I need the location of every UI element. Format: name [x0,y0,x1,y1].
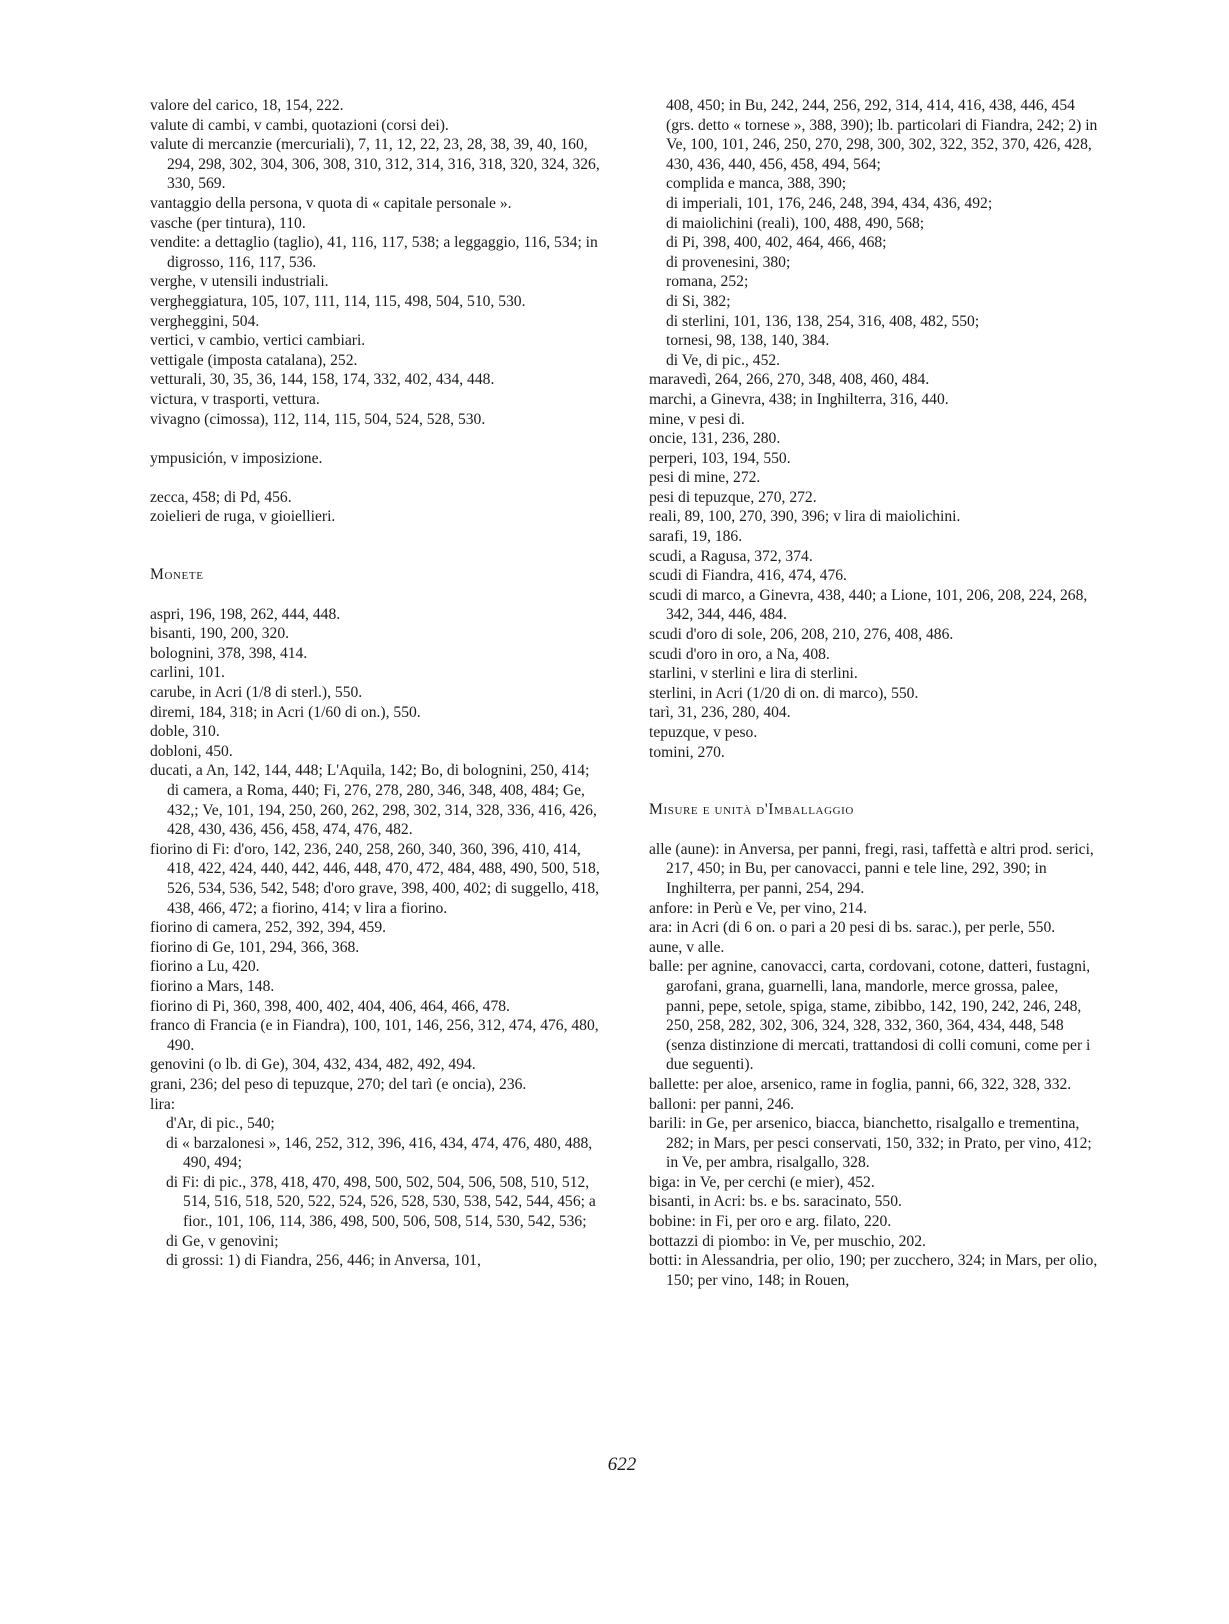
index-subentry: di maiolichini (reali), 100, 488, 490, 568; [666,214,925,232]
index-subentry: romana, 252; [666,273,749,291]
section-title-misure: Misure e unità d'Imballaggio [649,801,854,819]
index-entry: ympusición, v imposizione. [150,449,323,467]
index-entry: anfore: in Perù e Ve, per vino, 214. [649,899,867,917]
section-title-monete: Monete [150,566,204,584]
index-entry: grani, 236; del peso di tepuzque, 270; del tarì (e oncia), 236. [150,1075,527,1093]
page-number-text: 622 [607,1454,637,1475]
index-subentry: di provenesini, 380; [666,253,791,271]
index-entry: diremi, 184, 318; in Acri (1/60 di on.), 550. [150,703,421,721]
index-block-v [150,96,600,429]
index-entry: alle (aune): in Anversa, per panni, fregi, rasi, taffettà e altri prod. serici, 217, 450; in Bu, per canovacci, panni e tele line, 292, 390; in Inghilterra, per panni, 254, 294. [649,840,1094,897]
index-entry: maravedì, 264, 266, 270, 348, 408, 460, 484. [649,371,930,389]
index-entry: victura, v trasporti, vettura. [150,390,320,408]
index-entry: franco di Francia (e in Fiandra), 100, 101, 146, 256, 312, 474, 476, 480, 490. [150,1017,599,1054]
index-entry: doble, 310. [150,723,220,741]
index-subentry: tornesi, 98, 138, 140, 384. [666,332,830,350]
index-entry: vergheggini, 504. [150,312,260,330]
misure-list [649,840,1099,1291]
index-entry: fiorino a Lu, 420. [150,958,260,976]
index-entry: sarafi, 19, 186. [649,528,743,546]
index-entry: bolognini, 378, 398, 414. [150,644,308,662]
index-entry: balle: per agnine, canovacci, carta, cordovani, cotone, datteri, fustagni, garofani, grana, guarnelli, lana, mandorle, merce grossa, palee, panni, pepe, setole, spiga, stame, zibibbo, 142, 190, 242, 246, 248, 250, 258, 282, 302, 306, 324, 328, 332, 360, 364, 434, 448, 548 (senza distinzione di mercati, trattandosi di colli comuni, come per i due seguenti). [649,958,1091,1074]
index-entry: valute di cambi, v cambi, quotazioni (corsi dei). [150,116,449,134]
index-entry: scudi di marco, a Ginevra, 438, 440; a Lione, 101, 206, 208, 224, 268, 342, 344, 446, 484. [649,586,1088,624]
index-entry: fiorino a Mars, 148. [150,977,275,995]
index-entry: valute di mercanzie (mercuriali), 7, 11, 12, 22, 23, 28, 38, 39, 40, 160, 294, 298, 302, 304, 306, 308, 310, 312, 314, 316, 318, 320, 324, 326, 330, 569. [150,136,600,193]
index-entry: pesi di mine, 272. [649,469,761,487]
index-subentry: di Pi, 398, 400, 402, 464, 466, 468; [666,234,887,252]
index-entry: verghe, v utensili industriali. [150,273,329,291]
monete-list [150,605,600,1271]
index-entry: vantaggio della persona, v quota di « capitale personale ». [150,194,512,212]
index-entry: valore del carico, 18, 154, 222. [150,97,344,114]
index-entry: dobloni, 450. [150,742,233,760]
index-entry: bisanti, 190, 200, 320. [150,625,290,643]
index-entry: fiorino di Ge, 101, 294, 366, 368. [150,938,360,956]
index-entry: zoielieri de ruga, v gioiellieri. [150,508,336,526]
index-entry: carlini, 101. [150,664,225,682]
index-entry: reali, 89, 100, 270, 390, 396; v lira di maiolichini. [649,508,961,526]
index-subentry: di Si, 382; [666,292,731,310]
index-entry: vasche (per tintura), 110. [150,214,306,232]
index-subentry: d'Ar, di pic., 540; [166,1115,275,1133]
index-entry: botti: in Alessandria, per olio, 190; per zucchero, 324; in Mars, per olio, 150; per vino, 148; in Rouen, [649,1252,1098,1289]
index-subentry: di Fi: di pic., 378, 418, 470, 498, 500, 502, 504, 506, 508, 510, 512, 514, 516, 518, 520, 522, 524, 526, 528, 530, 538, 542, 544, 456; a fior., 101, 106, 114, 386, 498, 500, 506, 508, 514, 530, 542, 536; [166,1173,596,1231]
left-column [150,96,600,1271]
index-entry: vivagno (cimossa), 112, 114, 115, 504, 524, 528, 530. [150,410,486,428]
index-entry: sterlini, in Acri (1/20 di on. di marco), 550. [649,684,919,702]
index-subentry: di sterlini, 101, 136, 138, 254, 316, 408, 482, 550; [666,312,980,330]
index-entry: bottazzi di piombo: in Ve, per muschio, 202. [649,1232,926,1250]
index-entry: balloni: per panni, 246. [649,1095,795,1113]
index-entry: fiorino di Pi, 360, 398, 400, 402, 404, 406, 464, 466, 478. [150,997,510,1015]
index-entry: bobine: in Fi, per oro e arg. filato, 220. [649,1213,892,1231]
index-entry: tomini, 270. [649,743,725,761]
index-entry: ara: in Acri (di 6 on. o pari a 20 pesi di bs. sarac.), per perle, 550. [649,919,1056,937]
index-subentry: di grossi: 1) di Fiandra, 256, 446; in Anversa, 101, [166,1252,481,1270]
index-entry: carube, in Acri (1/8 di sterl.), 550. [150,684,363,702]
index-subentry: di Ve, di pic., 452. [666,351,781,369]
index-entry: vergheggiatura, 105, 107, 111, 114, 115, 498, 504, 510, 530. [150,292,526,310]
index-entry: scudi, a Ragusa, 372, 374. [649,547,813,565]
index-entry: ballette: per aloe, arsenico, rame in foglia, panni, 66, 322, 328, 332. [649,1075,1072,1093]
page-number [0,1454,1229,1476]
index-entry: perperi, 103, 194, 550. [649,449,791,467]
index-entry: bisanti, in Acri: bs. e bs. saracinato, 550. [649,1193,902,1211]
index-subentry: di Ge, v genovini; [166,1232,279,1250]
index-continuation: 408, 450; in Bu, 242, 244, 256, 292, 314, 414, 416, 438, 446, 454 (grs. detto « tornese », 388, 390); lb. particolari di Fiandra, 242; 2) in Ve, 100, 101, 246, 250, 270, 298, 300, 302, 322, 352, 370, 426, 428, 430, 436, 440, 456, 458, 494, 564; [666,97,1098,173]
index-entry: aune, v alle. [649,938,725,956]
index-subentry: complida e manca, 388, 390; [666,175,847,193]
index-entry: zecca, 458; di Pd, 456. [150,488,292,506]
index-entry: tarì, 31, 236, 280, 404. [649,704,791,722]
index-entry: pesi di tepuzque, 270, 272. [649,488,817,506]
index-subentry: di « barzalonesi », 146, 252, 312, 396, 416, 434, 474, 476, 480, 488, 490, 494; [166,1134,593,1172]
index-entry: oncie, 131, 236, 280. [649,430,781,448]
index-entry: vertici, v cambio, vertici cambiari. [150,332,366,350]
index-entry: vetturali, 30, 35, 36, 144, 158, 174, 332, 402, 434, 448. [150,371,495,389]
index-entry: vettigale (imposta catalana), 252. [150,351,358,369]
index-entry: fiorino di Fi: d'oro, 142, 236, 240, 258, 260, 340, 360, 396, 410, 414, 418, 422, 424, 440, 442, 446, 448, 470, 472, 484, 488, 490, 500, 518, 526, 534, 536, 542, 548; d'oro grave, 398, 400, 402; di suggello, 418, 438, 466, 472; a fiorino, 414; v lira a fiorino. [150,840,600,917]
index-entry: tepuzque, v peso. [649,724,758,741]
index-entry: barili: in Ge, per arsenico, biacca, bianchetto, risalgallo e trementina, 282; in Mars, per pesci conservati, 150, 332; in Prato, per vino, 412; in Ve, per ambra, risalgallo, 328. [649,1115,1092,1172]
index-entry: mine, v pesi di. [649,410,745,428]
index-entry: scudi di Fiandra, 416, 474, 476. [649,567,847,585]
index-entry: genovini (o lb. di Ge), 304, 432, 434, 482, 492, 494. [150,1056,476,1074]
index-entry: scudi d'oro di sole, 206, 208, 210, 276, 408, 486. [649,626,954,644]
index-subentry: di imperiali, 101, 176, 246, 248, 394, 434, 436, 492; [666,194,993,212]
index-entry: fiorino di camera, 252, 392, 394, 459. [150,919,387,937]
index-entry: marchi, a Ginevra, 438; in Inghilterra, 316, 440. [649,390,949,408]
index-entry: starlini, v sterlini e lira di sterlini. [649,665,858,683]
index-entry: biga: in Ve, per cerchi (e mier), 452. [649,1173,875,1191]
index-entry: ducati, a An, 142, 144, 448; L'Aquila, 142; Bo, di bolognini, 250, 414; di camera, a Roma, 440; Fi, 276, 278, 280, 346, 348, 408, 484; Ge, 432,; Ve, 101, 194, 250, 260, 262, 298, 302, 314, 328, 336, 416, 426, 428, 430, 436, 456, 458, 474, 476, 482. [150,762,597,839]
index-entry: scudi d'oro in oro, a Na, 408. [649,645,830,663]
index-entry: lira: [150,1095,176,1113]
right-column [649,96,1099,1290]
index-entry: aspri, 196, 198, 262, 444, 448. [150,605,341,623]
index-entry: vendite: a dettaglio (taglio), 41, 116, 117, 538; a leggaggio, 116, 534; in digrosso, 116, 117, 536. [150,234,598,271]
